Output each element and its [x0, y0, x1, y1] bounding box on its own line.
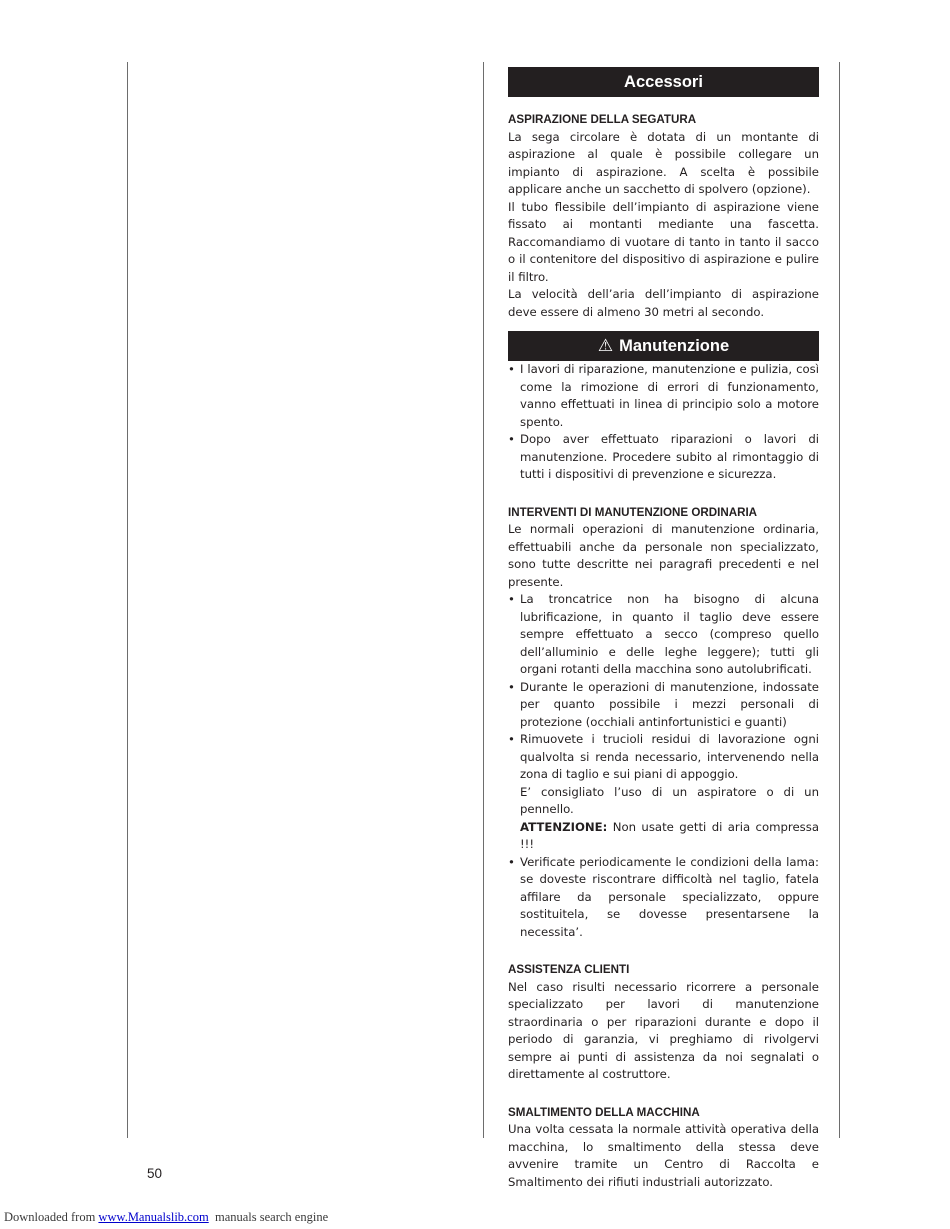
warning-icon: ⚠: [597, 336, 614, 355]
center-column-rule: [483, 62, 484, 1138]
list-item: • Durante le operazioni di manutenzione, indossate per quanto possibile i mezzi personali di protezione (occhiali antinfortunistici e guanti): [508, 679, 819, 732]
paragraph: Una volta cessata la normale attività operativa della macchina, lo smaltimento della stessa deve avvenire tramite un Centro di Raccolta e Smaltimento dei rifiuti industriali autorizzato.: [508, 1122, 819, 1189]
section-header-accessori: [508, 67, 819, 97]
paragraph: Il tubo flessibile dell’impianto di aspirazione viene fissato ai montanti mediante una fascetta. Raccomandiamo di vuotare di tanto in tanto il sacco o il contenitore del dispositivo di aspirazione e pulire il filtro.: [508, 199, 819, 284]
section-title: Accessori: [624, 72, 703, 91]
paragraph: Nel caso risulti necessario ricorrere a personale specializzato per lavori di manutenzione straordinaria o per riparazioni durante e dopo il periodo di garanzia, vi preghiamo di rivolgervi sempre ai punti di assistenza da noi segnalati o direttamente al costruttore.: [508, 979, 819, 1081]
list-item: • La troncatrice non ha bisogno di alcuna lubrificazione, in quanto il taglio deve essere sempre effettuato a secco (compreso quello dell’alluminio e delle leghe leggere); tutti gli organi rotanti della macchina sono autolubrificati.: [508, 591, 819, 679]
attention-line: [520, 820, 819, 852]
attention-text: Non usate getti di aria compressa !!!: [520, 819, 819, 851]
manualslib-link[interactable]: www.Manualslib.com: [98, 1210, 209, 1224]
page-number: 50: [147, 1166, 163, 1181]
heading-assistenza: ASSISTENZA CLIENTI: [508, 963, 630, 976]
interventi-list: [508, 591, 819, 941]
attention-label: ATTENZIONE:: [520, 819, 608, 834]
paragraph: La sega circolare è dotata di un montante di aspirazione al quale è possibile collegare un impianto di aspirazione. A scelta è possibile applicare anche un sacchetto di spolvero (opzione).: [508, 129, 819, 196]
section-header-manutenzione: [508, 331, 819, 361]
list-item-text: Rimuovete i trucioli residui di lavorazione ogni qualvolta si renda necessario, intervenendo nella zona di taglio e sui piani di appoggio.: [520, 732, 819, 781]
list-item-note: E’ consigliato l’uso di un aspiratore o di un pennello.: [520, 784, 819, 816]
list-item: • I lavori di riparazione, manutenzione e pulizia, così come la rimozione di errori di funzionamento, vanno effettuati in linea di principio solo a motore spento.: [508, 361, 819, 431]
text-column: [508, 67, 819, 1191]
download-footer: [4, 1210, 328, 1225]
list-item: • Verificate periodicamente le condizioni della lama: se doveste riscontrare difficoltà nel taglio, fatela affilare da personale specializzato, oppure sostituitela, se dovesse presentarsene la necessita’.: [508, 854, 819, 942]
paragraph: Le normali operazioni di manutenzione ordinaria, effettuabili anche da personale non specializzato, sono tutte descritte nei paragrafi precedenti e nel presente.: [508, 522, 819, 589]
left-margin-rule: [127, 62, 128, 1138]
section-title: Manutenzione: [619, 336, 730, 355]
footer-suffix: manuals search engine: [208, 1210, 329, 1224]
right-margin-rule: [839, 62, 840, 1138]
manutenzione-list: [508, 361, 819, 484]
footer-prefix: Downloaded from: [4, 1210, 99, 1224]
heading-interventi: INTERVENTI DI MANUTENZIONE ORDINARIA: [508, 505, 758, 519]
paragraph: La velocità dell’aria dell’impianto di aspirazione deve essere di almeno 30 metri al secondo.: [508, 287, 819, 319]
heading-smaltimento: SMALTIMENTO DELLA MACCHINA: [508, 1105, 700, 1119]
heading-aspirazione: ASPIRAZIONE DELLA SEGATURA: [508, 113, 697, 126]
list-item: • Dopo aver effettuato riparazioni o lavori di manutenzione. Procedere subito al rimontaggio di tutti i dispositivi di prevenzione e sicurezza.: [508, 431, 819, 484]
list-item: [508, 731, 819, 854]
